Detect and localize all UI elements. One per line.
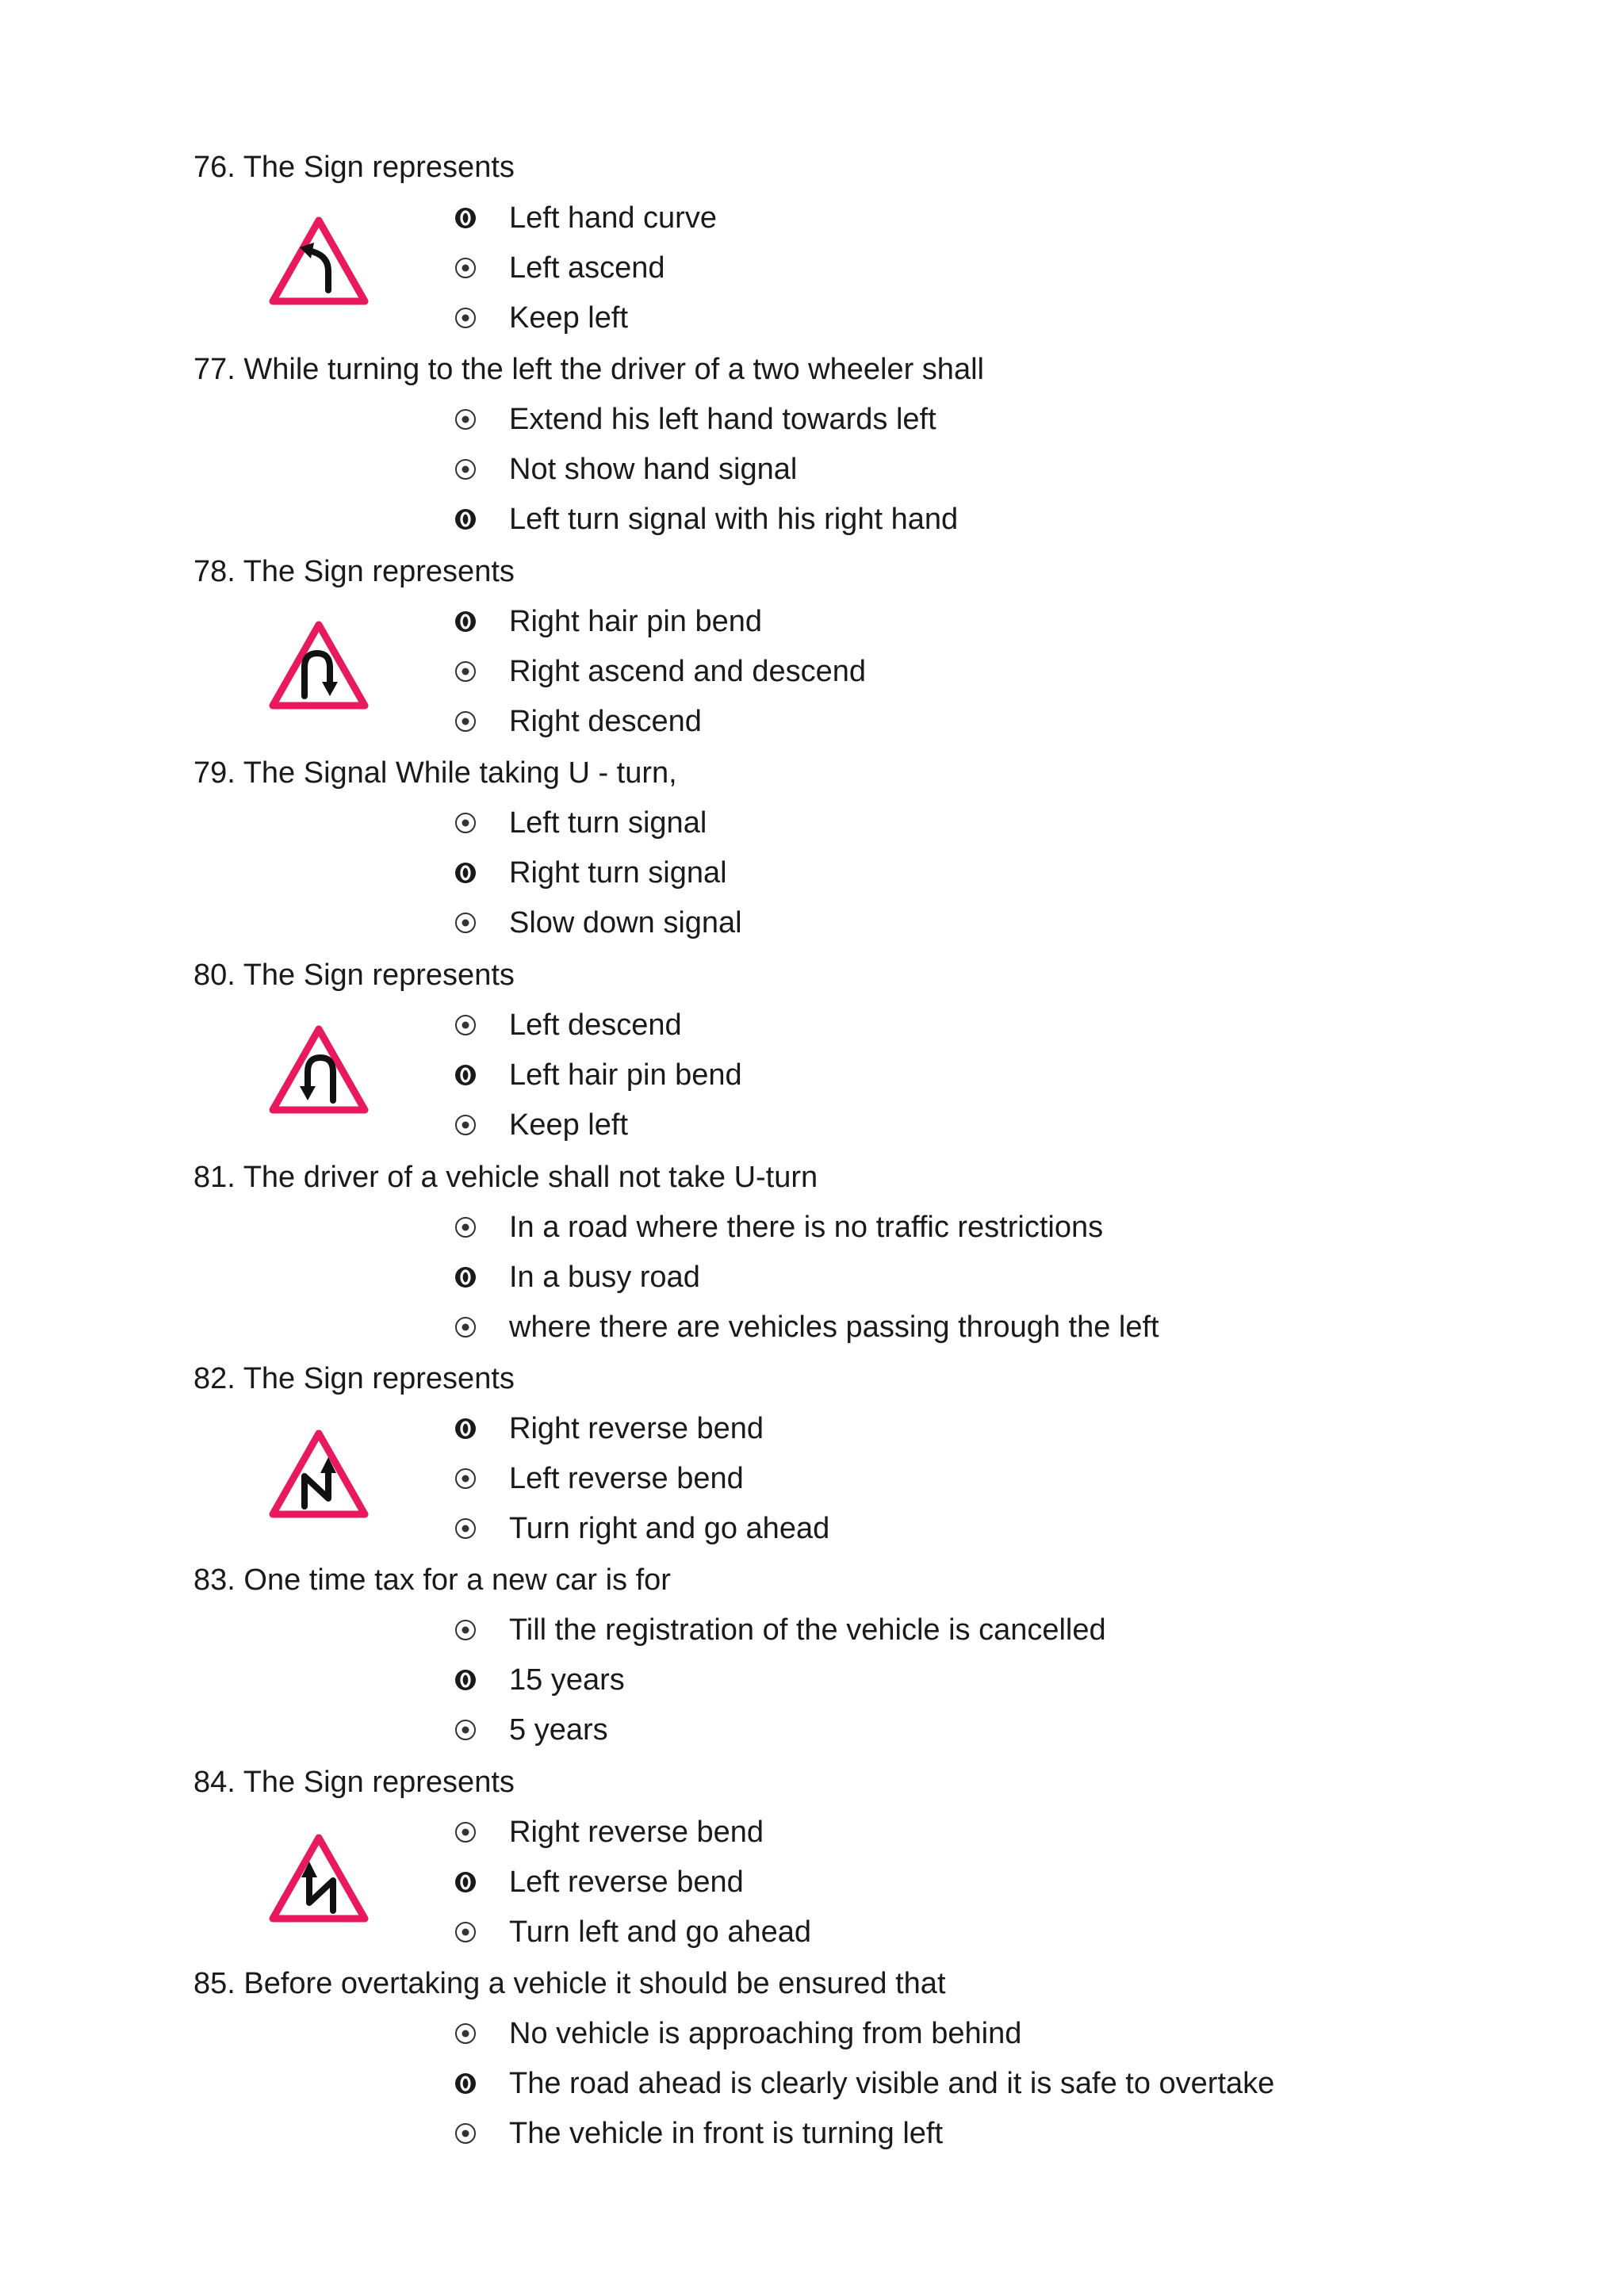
option-label: Right ascend and descend xyxy=(509,654,866,688)
option[interactable] xyxy=(452,1459,744,1498)
radio-bullet-icon xyxy=(452,1112,479,1138)
question-title: 83. One time tax for a new car is for xyxy=(193,1563,671,1597)
question-title: 84. The Sign represents xyxy=(193,1766,515,1799)
option-label: Till the registration of the vehicle is cancelled xyxy=(509,1613,1106,1647)
option[interactable] xyxy=(452,1812,764,1852)
question-title: 77. While turning to the left the driver of a two wheeler shall xyxy=(193,353,984,386)
option[interactable] xyxy=(452,853,727,893)
answer-bullet-icon xyxy=(452,608,479,635)
question-title: 80. The Sign represents xyxy=(193,959,515,992)
radio-bullet-icon xyxy=(452,1214,479,1241)
option-label: Keep left xyxy=(509,300,628,335)
answer-bullet-icon xyxy=(452,1667,479,1693)
option-label: Left turn signal xyxy=(509,806,707,840)
radio-bullet-icon xyxy=(452,1819,479,1846)
option[interactable] xyxy=(452,499,958,539)
radio-bullet-icon xyxy=(452,254,479,281)
right-reverse-bend-icon xyxy=(268,1427,370,1519)
answer-bullet-icon xyxy=(452,1415,479,1442)
option[interactable] xyxy=(452,1105,628,1145)
answer-bullet-icon xyxy=(452,2070,479,2097)
option[interactable] xyxy=(452,903,742,943)
answer-bullet-icon xyxy=(452,859,479,886)
left-reverse-bend-icon xyxy=(268,1831,370,1923)
option-label: The road ahead is clearly visible and it is safe to overtake xyxy=(509,2066,1275,2100)
question-title: 81. The driver of a vehicle shall not take U-turn xyxy=(193,1161,818,1194)
option[interactable] xyxy=(452,2064,1274,2103)
option[interactable] xyxy=(452,198,717,238)
radio-bullet-icon xyxy=(452,1919,479,1946)
radio-bullet-icon xyxy=(452,1617,479,1644)
option-label: Right turn signal xyxy=(509,855,727,890)
radio-bullet-icon xyxy=(452,2020,479,2047)
option[interactable] xyxy=(452,400,936,439)
option-label: The vehicle in front is turning left xyxy=(509,2116,944,2150)
option[interactable] xyxy=(452,1207,1103,1247)
option-label: Turn right and go ahead xyxy=(509,1511,830,1545)
option-label: Left ascend xyxy=(509,251,665,285)
option[interactable] xyxy=(452,1862,744,1902)
option-label: Keep left xyxy=(509,1108,628,1142)
question-title: 82. The Sign represents xyxy=(193,1362,515,1395)
option-label: No vehicle is approaching from behind xyxy=(509,2016,1022,2050)
option[interactable] xyxy=(452,2014,1021,2053)
option[interactable] xyxy=(452,1610,1106,1650)
question-title: 79. The Signal While taking U - turn, xyxy=(193,756,677,790)
option-label: Right reverse bend xyxy=(509,1815,764,1849)
option[interactable] xyxy=(452,2114,943,2153)
radio-bullet-icon xyxy=(452,1012,479,1039)
option[interactable] xyxy=(452,450,797,489)
answer-bullet-icon xyxy=(452,205,479,232)
option[interactable] xyxy=(452,1307,1159,1347)
radio-bullet-icon xyxy=(452,304,479,331)
option[interactable] xyxy=(452,1912,811,1952)
option[interactable] xyxy=(452,652,866,691)
option-label: Right descend xyxy=(509,704,702,738)
radio-bullet-icon xyxy=(452,456,479,483)
option-label: Left hair pin bend xyxy=(509,1058,742,1092)
option-label: In a busy road xyxy=(509,1260,700,1294)
answer-bullet-icon xyxy=(452,1869,479,1896)
option[interactable] xyxy=(452,803,707,843)
radio-bullet-icon xyxy=(452,2120,479,2147)
option[interactable] xyxy=(452,298,628,338)
option-label: Turn left and go ahead xyxy=(509,1915,811,1949)
option[interactable] xyxy=(452,1509,829,1548)
option-label: In a road where there is no traffic restrictions xyxy=(509,1210,1104,1244)
right-hairpin-bend-icon xyxy=(268,618,370,710)
left-hairpin-bend-icon xyxy=(268,1023,370,1115)
radio-bullet-icon xyxy=(452,406,479,433)
option-label: Not show hand signal xyxy=(509,452,798,486)
option-label: Left descend xyxy=(509,1008,682,1042)
radio-bullet-icon xyxy=(452,658,479,685)
radio-bullet-icon xyxy=(452,1716,479,1743)
option-label: Extend his left hand towards left xyxy=(509,402,936,436)
option-label: Left hand curve xyxy=(509,201,717,235)
option-label: where there are vehicles passing through the left xyxy=(509,1310,1159,1344)
option-label: Right reverse bend xyxy=(509,1411,764,1445)
radio-bullet-icon xyxy=(452,909,479,936)
option[interactable] xyxy=(452,702,702,741)
option-label: Right hair pin bend xyxy=(509,604,762,638)
option-label: 5 years xyxy=(509,1712,608,1747)
radio-bullet-icon xyxy=(452,809,479,836)
option[interactable] xyxy=(452,1660,625,1700)
option[interactable] xyxy=(452,248,665,288)
option[interactable] xyxy=(452,1409,764,1448)
question-title: 85. Before overtaking a vehicle it should be ensured that xyxy=(193,1967,946,2000)
option[interactable] xyxy=(452,1005,682,1045)
question-title: 76. The Sign represents xyxy=(193,151,515,184)
option-label: Left reverse bend xyxy=(509,1865,744,1899)
option[interactable] xyxy=(452,602,762,641)
option[interactable] xyxy=(452,1055,742,1095)
question-title: 78. The Sign represents xyxy=(193,555,515,588)
option-label: Slow down signal xyxy=(509,905,742,939)
option[interactable] xyxy=(452,1710,608,1750)
answer-bullet-icon xyxy=(452,506,479,533)
option-label: Left turn signal with his right hand xyxy=(509,502,959,536)
radio-bullet-icon xyxy=(452,1465,479,1492)
radio-bullet-icon xyxy=(452,708,479,735)
option-label: Left reverse bend xyxy=(509,1461,744,1495)
answer-bullet-icon xyxy=(452,1264,479,1291)
radio-bullet-icon xyxy=(452,1314,479,1341)
left-hand-curve-icon xyxy=(268,214,370,306)
answer-bullet-icon xyxy=(452,1062,479,1089)
radio-bullet-icon xyxy=(452,1515,479,1542)
option-label: 15 years xyxy=(509,1663,625,1697)
option[interactable] xyxy=(452,1257,700,1297)
